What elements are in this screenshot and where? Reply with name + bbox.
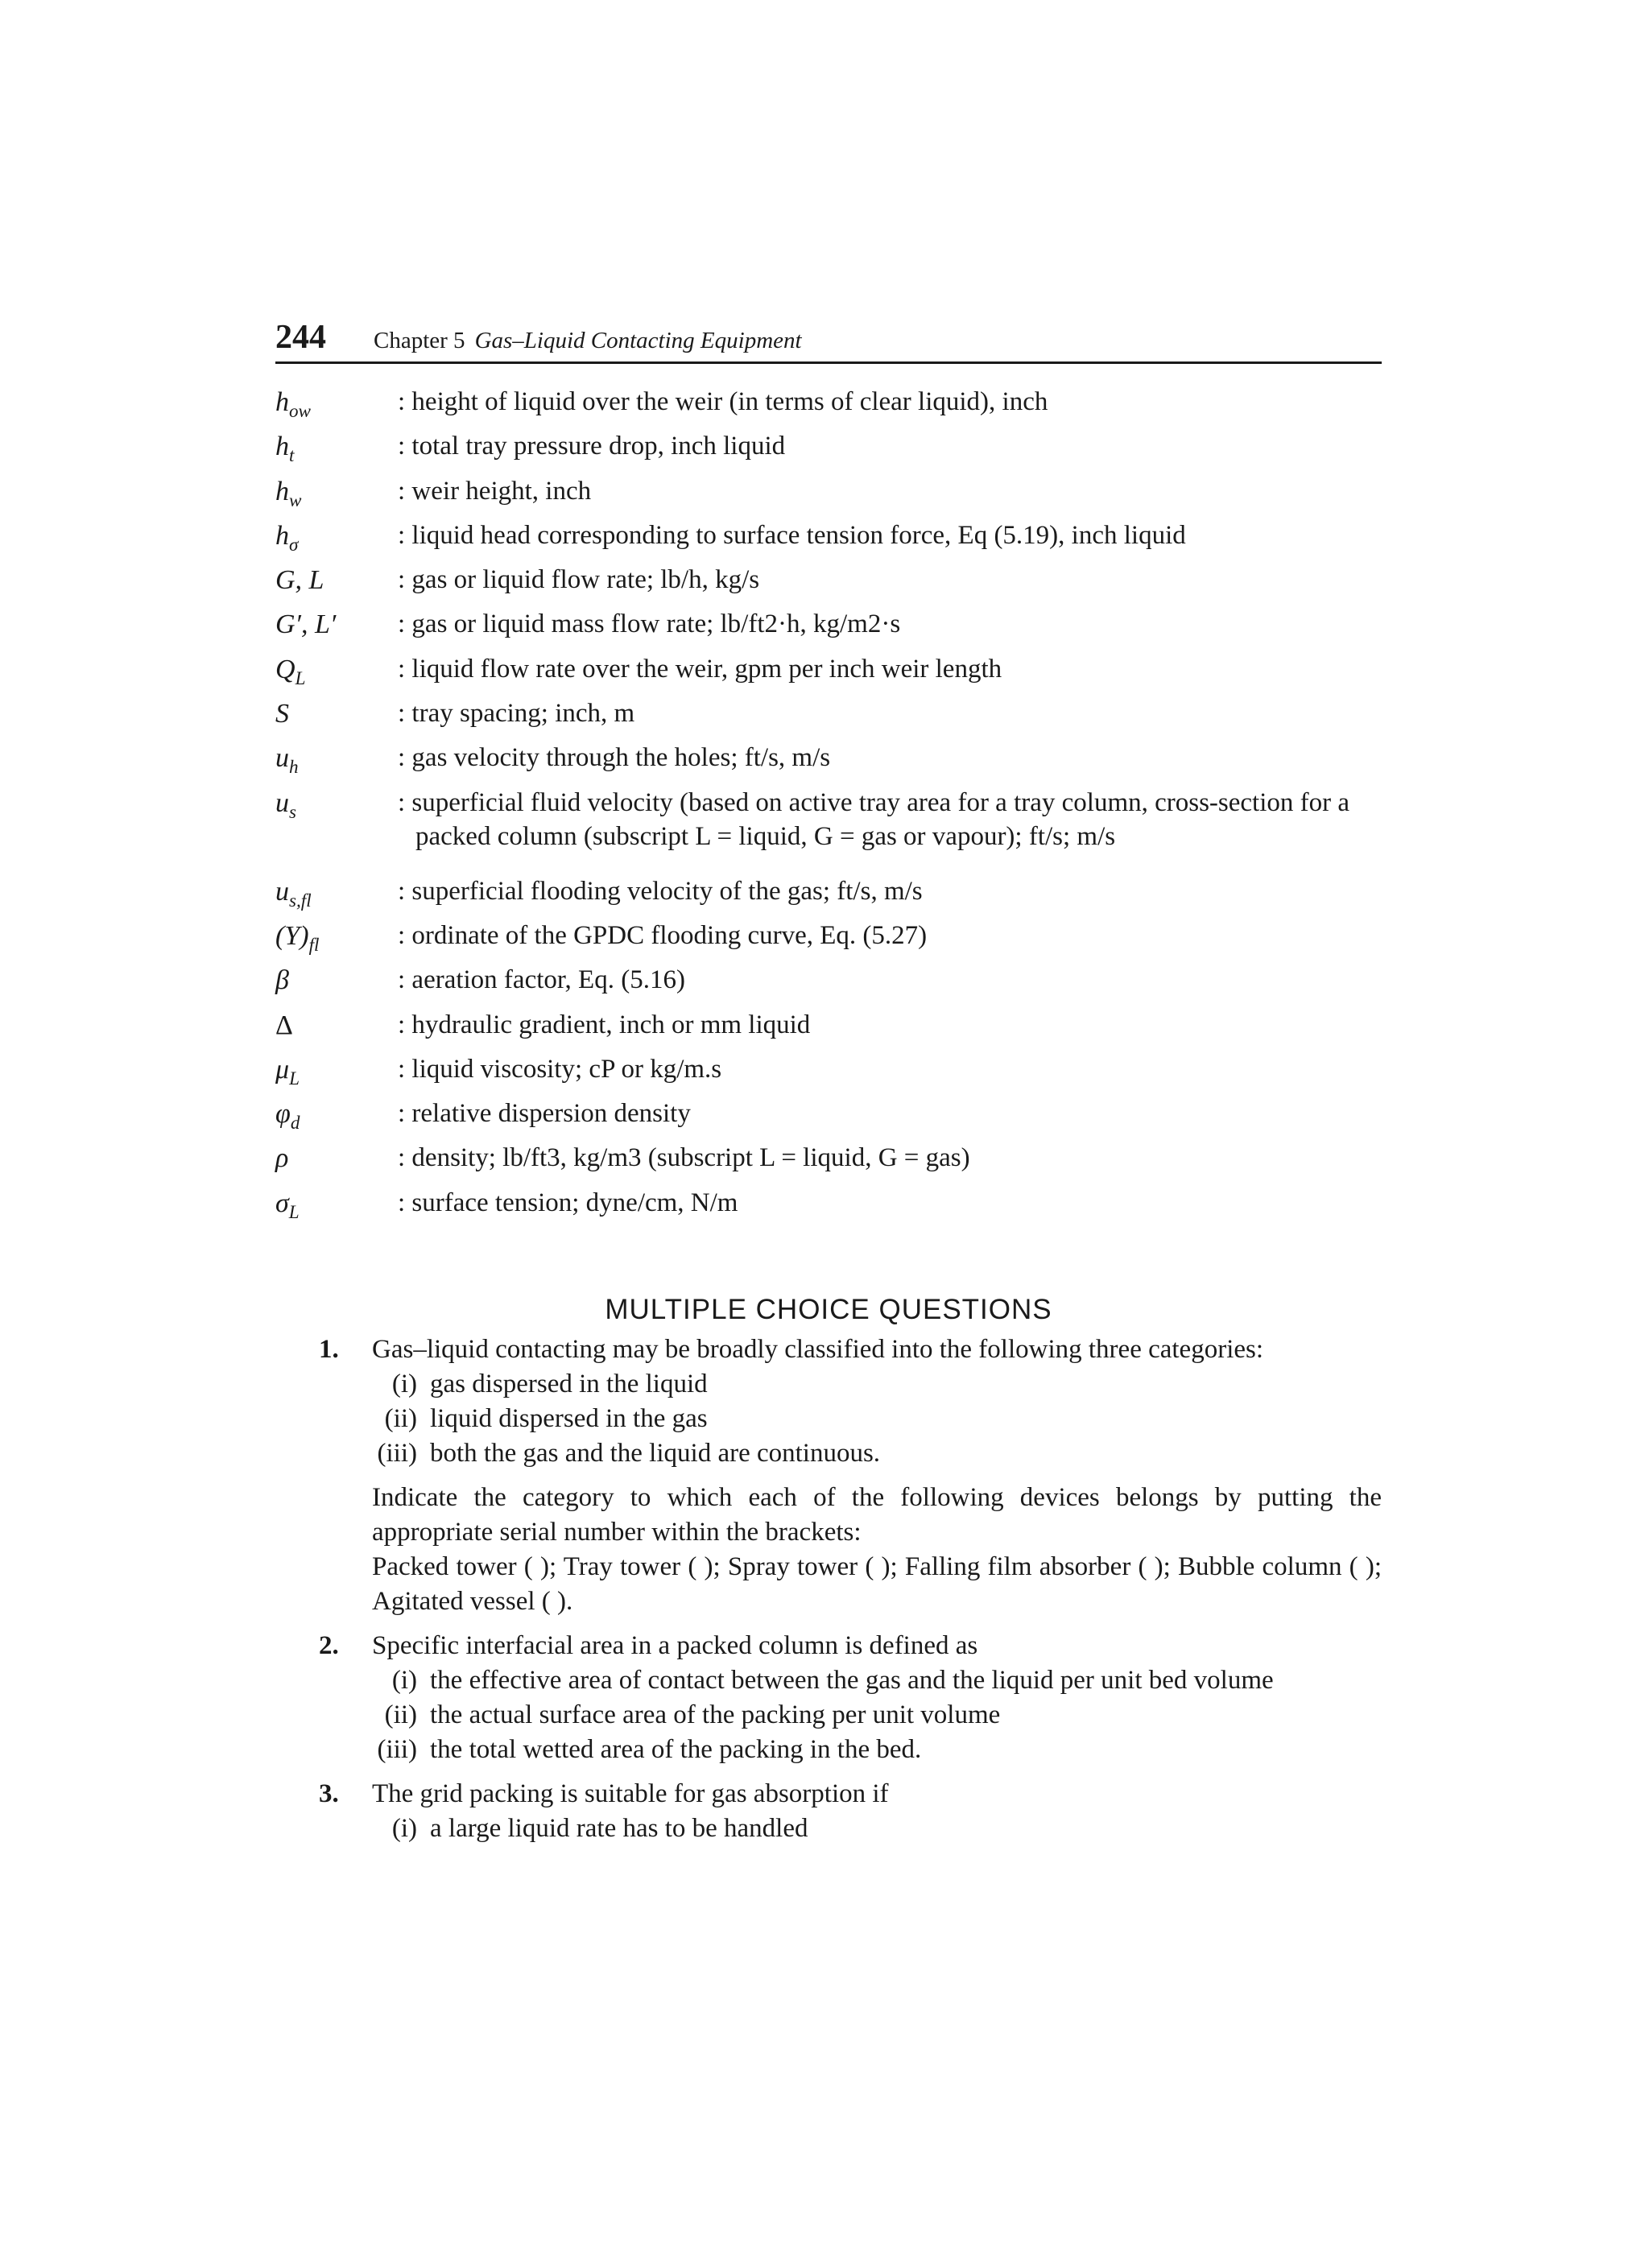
symbol <box>275 919 396 963</box>
symbol-base: G′, L′ <box>275 609 337 640</box>
symbol-base: μ <box>275 1054 290 1084</box>
section-title: MULTIPLE CHOICE QUESTIONS <box>605 1294 1052 1326</box>
option-text: the actual surface area of the packing per unit volume <box>430 1700 1001 1729</box>
definition: : hydraulic gradient, inch or mm liquid <box>398 1010 811 1039</box>
symbol <box>275 429 396 473</box>
symbol-base: h <box>275 520 289 551</box>
definition: : relative dispersion density <box>398 1099 691 1129</box>
definition: : gas velocity through the holes; ft/s, m/s <box>398 743 831 773</box>
symbol-base: h <box>275 476 289 506</box>
chapter-title: Gas–Liquid Contacting Equipment <box>474 328 802 353</box>
spacer <box>319 1471 1382 1481</box>
symbol-base: σ <box>275 1188 289 1218</box>
symbol-subscript: fl <box>308 934 320 956</box>
nomenclature-row <box>275 919 1382 963</box>
spacer <box>319 1619 1382 1629</box>
question-item <box>319 1777 1382 1846</box>
nomenclature-list <box>275 385 1382 1230</box>
option-item <box>372 1733 1382 1767</box>
symbol <box>275 1008 396 1043</box>
symbol-base: ρ <box>275 1143 289 1174</box>
symbol <box>275 563 396 598</box>
symbol <box>275 474 396 518</box>
option-label: (ii) <box>384 1700 417 1729</box>
nomenclature-row <box>275 696 1382 741</box>
definition: : superficial flooding velocity of the gas; ft/s, m/s <box>398 876 923 906</box>
option-text: both the gas and the liquid are continuous. <box>430 1439 881 1468</box>
symbol-subscript: w <box>289 490 302 511</box>
symbol <box>275 741 396 785</box>
running-header <box>275 318 1382 364</box>
page-number: 244 <box>275 319 326 356</box>
definition: : height of liquid over the weir (in terms of clear liquid), inch <box>398 387 1048 416</box>
definition: : weir height, inch <box>398 476 592 506</box>
nomenclature-row <box>275 1097 1382 1141</box>
chapter-label: Chapter 5 <box>374 328 465 353</box>
symbol <box>275 1097 396 1141</box>
symbol <box>275 385 396 429</box>
option-label: (ii) <box>384 1404 417 1433</box>
option-label: (i) <box>391 1814 417 1843</box>
symbol <box>275 518 396 563</box>
symbol-subscript: t <box>289 445 295 467</box>
nomenclature-row <box>275 963 1382 1007</box>
nomenclature-row <box>275 786 1382 874</box>
chapter-heading <box>374 328 802 354</box>
nomenclature-row <box>275 474 1382 518</box>
symbol-subscript: L <box>288 1201 300 1223</box>
question-list <box>319 1332 1382 1846</box>
symbol-base: u <box>275 876 289 907</box>
option-label: (iii) <box>377 1439 417 1468</box>
spacer <box>319 1767 1382 1777</box>
symbol-base: S <box>275 699 289 729</box>
symbol-subscript: s,fl <box>289 890 312 911</box>
symbol <box>275 786 396 830</box>
symbol <box>275 874 396 919</box>
question-text: Gas–liquid contacting may be broadly classified into the following three categories: <box>372 1335 1264 1364</box>
nomenclature-row <box>275 429 1382 473</box>
option-item <box>372 1663 1382 1698</box>
nomenclature-row <box>275 874 1382 919</box>
definition: : gas or liquid flow rate; lb/h, kg/s <box>398 565 760 595</box>
symbol-base: u <box>275 787 289 818</box>
symbol <box>275 1052 396 1097</box>
question-number: 1. <box>319 1335 339 1364</box>
definition: : superficial fluid velocity (based on active tray area for a tray column, cross-section for a packed column (subscript L = liquid, G = gas or vapour); ft/s; m/s <box>398 787 1350 851</box>
symbol-base: G, L <box>275 565 324 596</box>
definition: : aeration factor, Eq. (5.16) <box>398 965 685 995</box>
question-instruction: Indicate the category to which each of the following devices belongs by putting the appropriate serial number within the brackets: <box>372 1483 1382 1547</box>
symbol-base: h <box>275 387 289 417</box>
nomenclature-row <box>275 607 1382 651</box>
nomenclature-row <box>275 1186 1382 1230</box>
symbol <box>275 1141 396 1176</box>
nomenclature-row <box>275 1008 1382 1052</box>
symbol-subscript: d <box>290 1112 300 1134</box>
definition: : liquid flow rate over the weir, gpm per inch weir length <box>398 654 1002 684</box>
symbol <box>275 1186 396 1230</box>
option-item <box>372 1436 1382 1471</box>
definition: : tray spacing; inch, m <box>398 699 635 729</box>
option-text: liquid dispersed in the gas <box>430 1404 708 1433</box>
definition: : liquid viscosity; cP or kg/m.s <box>398 1054 722 1084</box>
option-text: the effective area of contact between the gas and the liquid per unit bed volume <box>430 1666 1274 1695</box>
device-list: Packed tower ( ); Tray tower ( ); Spray tower ( ); Falling film absorber ( ); Bubble column ( ); Agitated vessel ( ). <box>372 1552 1382 1616</box>
definition: : ordinate of the GPDC flooding curve, Eq. (5.27) <box>398 920 928 950</box>
nomenclature-row <box>275 1052 1382 1097</box>
symbol <box>275 963 396 998</box>
option-label: (i) <box>391 1666 417 1695</box>
symbol-base: Q <box>275 654 295 684</box>
symbol-base: (Y) <box>275 920 309 951</box>
option-item <box>372 1402 1382 1436</box>
definition: : liquid head corresponding to surface tension force, Eq (5.19), inch liquid <box>398 520 1186 550</box>
question-item <box>319 1332 1382 1619</box>
symbol-subscript: h <box>289 757 299 779</box>
option-item <box>372 1367 1382 1402</box>
option-label: (iii) <box>377 1735 417 1764</box>
symbol-subscript: L <box>289 1068 300 1089</box>
symbol-base: u <box>275 743 289 774</box>
nomenclature-row <box>275 385 1382 429</box>
symbol-base: Δ <box>275 1010 293 1040</box>
definition: : surface tension; dyne/cm, N/m <box>398 1188 738 1217</box>
question-text: The grid packing is suitable for gas absorption if <box>372 1779 889 1808</box>
option-text: gas dispersed in the liquid <box>430 1369 708 1398</box>
option-label: (i) <box>391 1369 417 1398</box>
symbol-subscript: σ <box>289 534 299 556</box>
definition: : density; lb/ft3, kg/m3 (subscript L = liquid, G = gas) <box>398 1143 970 1173</box>
option-item <box>372 1698 1382 1733</box>
question-item <box>319 1629 1382 1767</box>
question-text: Specific interfacial area in a packed column is defined as <box>372 1631 978 1660</box>
symbol-subscript: L <box>295 667 306 689</box>
definition: : total tray pressure drop, inch liquid <box>398 432 786 461</box>
symbol <box>275 607 396 642</box>
nomenclature-row <box>275 741 1382 785</box>
symbol <box>275 696 396 732</box>
nomenclature-row <box>275 1141 1382 1185</box>
symbol-base: φ <box>275 1099 291 1130</box>
question-number: 2. <box>319 1631 339 1660</box>
symbol-subscript: s <box>289 801 296 823</box>
question-number: 3. <box>319 1779 339 1808</box>
symbol-subscript: ow <box>289 400 311 422</box>
symbol-base: h <box>275 432 289 462</box>
definition: : gas or liquid mass flow rate; lb/ft2·h, kg/m2·s <box>398 609 901 639</box>
nomenclature-row <box>275 652 1382 696</box>
option-text: a large liquid rate has to be handled <box>430 1814 808 1843</box>
option-item <box>372 1812 1382 1846</box>
nomenclature-row <box>275 563 1382 607</box>
option-text: the total wetted area of the packing in the bed. <box>430 1735 922 1764</box>
nomenclature-row <box>275 518 1382 563</box>
symbol <box>275 652 396 696</box>
symbol-base: β <box>275 965 289 996</box>
